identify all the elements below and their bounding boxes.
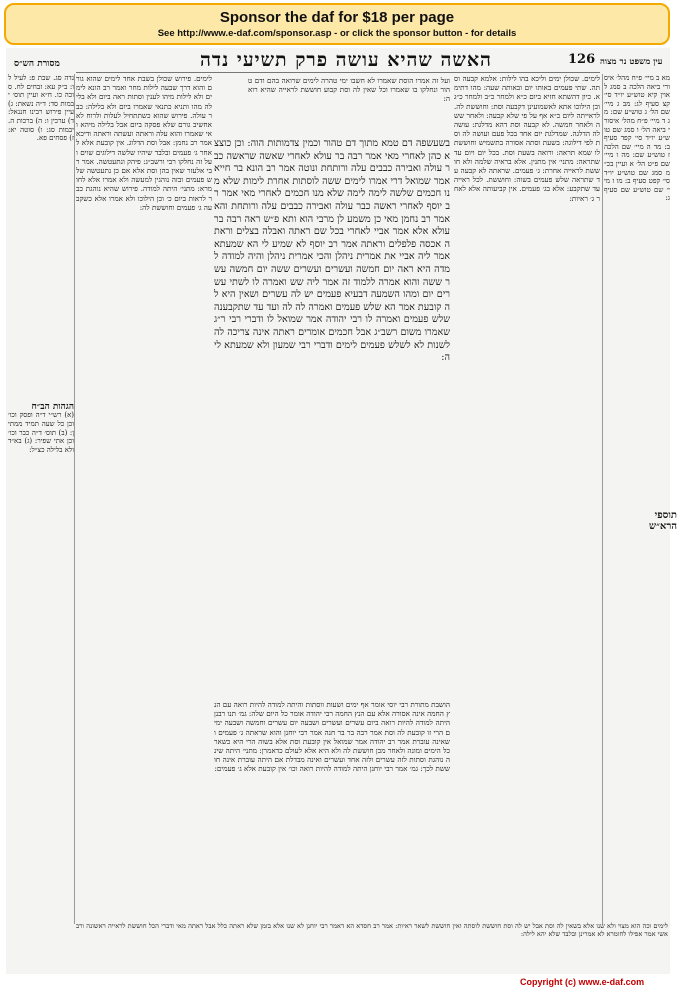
tosfot-column [76,74,212,919]
sponsor-subtitle[interactable]: See http://www.e-daf.com/sponsor.asp - or click the sponsor button - for details [157,28,517,39]
gemara-bottom-text: הושבת מתורת רבי יוסי אומר אף ימים ושעות ווסתות והיתה למודה להיות רואה עם הנץ החמה אינה אסורה אלא עם הנץ החמה רבי יהודה אומר כל היום שלה: גמ׳ תנו רבנן היתה למודה להיות רואה ביום עשרים ועשרים ושבעה יום עשרים וחמשה ושבעה ימים הרי זו קובעת לה וסת אמר רבה בר בר חנה אמר רבי יוחנן והוא שראתה ג׳ פעמים ושאינה עוברת אמר רב יהודה אמר שמואל אין קובעת וסת אלא בשוה הרי היא כשאר כל הימים ומונה ולאחר מכן חוששת לה ולא היא אלא לעולם כדאמרן: מתני׳ היתה שינה נוהגת וסתות לזה עשרים ולזה אחד ועשרים ואינה מבדלת אם היתה עוברת אינה חוששת לכך: גמ׳ אמר רבי יוחנן היתה למודה להיות רואה וכו׳ אין קובעת אלא ג׳ פעמים: [214,700,450,774]
tosfot-text: לימים. פירוש שכולן בשבת אחד לימים שהוא גורם והוא דרך שבעה לילות מחר ואמר רב הונא לימים ולא לילות מיהו לענין וסתות ראה ביום ולא בלילה מהו ותניא כתנאי שאמרו ביום ולא בלילה: כבר עולה. פירוש שהוא כשתתחיל לעלות ולרוח לא אחשיב גורם שלא פסקה ביום אבל בלילה מיהא ואי שאמרו והוא עלה וראתה ועשתה וראתה ודיכא אמר רב נחמן: אבל וסת הדלוג. אין קובעת אלא לאחר ג׳ פעמים ובלבד שיהיו שלשה דילוגים שוים ועל זה נחלקו רבי ורשב״ג: פיהק ונתעטשה. אמר רבי אלעזר שאין בהן וסת אלא אם כן נתעטשה שלש פעמים ובזה נוהגין למעשה ולא אמרו אלא לחומרא: מתני׳ היתה למודה. פירוש שהיא נוהגת כבר לראות ביום כ׳ וכן הילוכו ולא אמרו אלא כשקבעה ג׳ פעמים וחוששת לה: [76,74,212,212]
left-divider [74,74,75,924]
rashi-text: לימים. שכולן ימים וליכא בהו לילות: אלמא קבעה וסתה. שתי פעמים באותו יום ובאותה שעה: מהו דתימא. כיון דהשתא חזיא ביום כ״א ולמחר כ״ב ולמחר כ״ג וכן הילוכו אתא לאשמועינן דקבעה וסת: וחוששת לה. לראייתה ליום כ״א אף על פי שלא קבעה: ולאחר ששה ולאחר חמשה. לא קבעה וסת דהא מדלגת: עושה לה הדלגה. שמדלגת יום אחד בכל פעם ועושה לה וסת לפי דילוגה: בשעת וסתה אסורה בתשמיש וחוששת לו שמא תראה: ורואה בשעת וסת. בכל יום ויום עד שתראה: מתני׳ אין מתנין. אלא בראיה שלמה ולא חוששת לראייה אחרת: ג׳ פעמים. שראתה לא קבעה עד שתראה שלש פעמים בשוה: וחוששת. לכל ראייה עד שתקבע: אלא בג׳ פעמים. אין קביעותה אלא לאחר ג׳ ראיות: [454,74,600,203]
gemara-bottom-column [214,700,450,920]
sponsor-banner[interactable] [4,3,670,45]
mesoret-hashas-label: מסורת הש״ס [14,59,60,69]
ein-mishpat-label: עין משפט נר מצוה [600,57,663,67]
page-number: 126 [568,52,596,67]
gemara-column [214,138,450,698]
copyright-link[interactable]: Copyright (c) www.e-daf.com [520,977,645,987]
main-top-column [248,76,450,136]
bottom-commentary-text: לימים וכה הוא מצוי ולא שנו אלא בשאין לה וסת אבל יש לה וסת חוששת לוסתה ואין חוששת לשאר ראיות: אמר רב חסדא הא דאמר רבי יוחנן לא שנו אלא בזמן שלא ראתה כלל אבל ראתה מאי ודברי הכל חוששת לראייה ראשונה ורב אשי אמר אפילו לחומרא לא אמרינן ובלבד שלא יהא לילה: [76,922,668,939]
mesoret-hashas-text: נדה סג. שבת פ: לעיל לו: ב״ק עא: זבחים לח. סוכה כו. ח״א ועיין תוס׳ יבמות סד: ד״ה נשאת: ג) עיין פירוש רבינו חננאל: ד) ערכין ו: ה) ברכות ה. יבמות סג: ו) סוטה יא: ז) פסחים פא. [8,74,74,143]
rashi-column [454,74,600,919]
tosfot-harosh-heading: תוספי הרא״ש [649,510,677,532]
hagahot-text: (א) רש״י ד״ה ופסק וכו׳ וכן כל שעה תמיד ממתין: (ב) תוס׳ ד״ה כבר וכו׳ וכן אתי שפיר: (ג) בא״ד ולא בלילה כצ״ל: [8,411,74,454]
sponsor-title[interactable]: Sponsor the daf for $18 per page [219,9,455,26]
hagahot-heading: הגהות הב״ח [31,401,74,412]
bottom-commentary [76,922,668,962]
page-header-title: האשה שהיא עושה פרק תשיעי נדה [200,49,492,71]
main-top-text: ועל זה אמרו הוסת שאמרו לא חשבו ימי טהרה לימים שרואה בהם ודם טהור ונחלקו בו שאמרו וכל שאין לה וסת קבוע חוששת לראייה שהיא רואה: [248,76,450,104]
right-divider [602,74,603,924]
mesoret-hashas-column [8,74,74,964]
ein-mishpat-text: מא ב מיי׳ פ״ח מהל׳ איסורי ביאה הלכה ב סמג לאוין קיא טוש״ע יו״ד סי׳ קצ סעיף לג: מב ג מיי׳ שם הל׳ ג טוש״ע שם: מג ד מיי׳ פ״ח מהל׳ איסורי ביאה הל׳ ו סמג שם טוש״ע יו״ד סי׳ קפד סעיף ב: מד ה מיי׳ שם הלכה ז טוש״ע שם: מה ו מיי׳ שם פ״ט הל׳ א ועיין בכ״מ סמג שם טוש״ע יו״ד סי׳ קפט סעיף ב: מו ז מיי׳ שם טוש״ע שם סעיף ג: [604,74,670,203]
header-rule [76,72,600,73]
gemara-text: בשעשפה דם טמא מתוך דם טהור וכמין צדמותות הוה: וכן כוצצא כהן לאחרי מאי אמר רבה בר עולא לאחרי שאשה שראשה כבר עולה ואבירה כבבים עלה ורותחת ונוטה אמר רב הונא בר חייא אמר שמואל דרי אמרו לימים ששה לוסתות אחרת לימות שלא מנו חכמים שלשה לימה לימה שלא מנו חכמים לאחרי מאי אמר רב יוסף לאחרי ראשה כבר עולה ואבירה כבבים עלה ורותחת והא אמר רב נחמן מאי כן משמע לן מרבי הוא ותא פ״ש ראה רבה בר עולא אלא אמר אביי לאחרי בכל שם ראתה ואבלה בצלים וראתה אכסה פלפלים וראתה אמר רב יוסף לא שמיע לי הא שמעתא אמר ליה אביי את אמרית ניהלן והכי אמרית ניהלן והיה למודה למדה היא ראה יום חמשה ועשרים ועשרים ששה יום חמשה עשר ששה והוא אמרה ללמוד זה אמר ליה שש ואמרה לו לשתי עשרים יום ומהו השמעה דבעיא פעמים יש לה עשרים ושאין היא לה קובעת אמר הא שלש פעמים ואמרה לה לה ועד עד שתקבענה שלש פעמים ואמרה לו רבי יהודה אמר שמואל לו ודברי רבי ר״ג שאמרו משום רשב״ג אבל חכמים אומרים ראתה אינה צריכה לה לשנות לא לשלש פעמים לימים ודברי רבי שמעון ולא שמעתא ליה: [214,138,450,364]
